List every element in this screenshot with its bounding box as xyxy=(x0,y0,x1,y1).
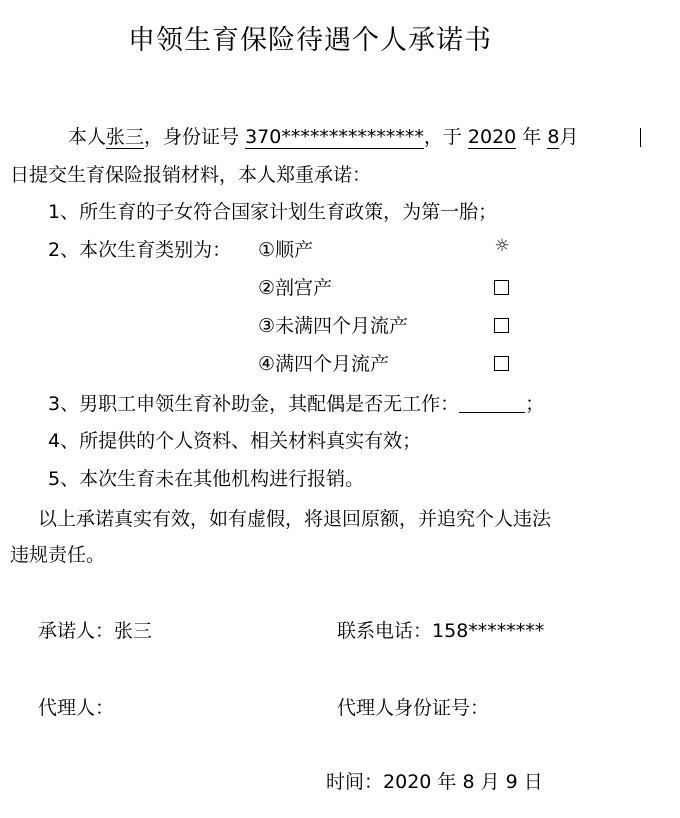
commitment-item-5: 5、本次生育未在其他机构进行报销。 xyxy=(48,468,365,490)
year-prefix: ，于 xyxy=(423,126,468,148)
phone-row xyxy=(337,619,544,643)
promiser-label: 承诺人： xyxy=(38,620,115,642)
promiser-name[interactable]: 张三 xyxy=(114,620,153,642)
commitment-item-4: 4、所提供的个人资料、相关材料真实有效； xyxy=(48,430,422,452)
date-day-unit: 日 xyxy=(517,771,543,793)
intro-line-1 xyxy=(68,125,578,149)
checkbox-miscarriage-under-4m-icon[interactable] xyxy=(494,318,509,333)
month-suffix: 月 xyxy=(559,126,579,148)
item-3-text: 3、男职工申领生育补助金，其配偶是否无工作： xyxy=(48,393,460,415)
applicant-name[interactable]: 张三 xyxy=(106,126,145,148)
commitment-item-1: 1、所生育的子女符合国家计划生育政策，为第一胎； xyxy=(48,201,498,223)
text-cursor xyxy=(640,128,641,147)
date-year-unit: 年 xyxy=(431,771,463,793)
phone-label: 联系电话： xyxy=(337,620,433,642)
item-3-suffix: ； xyxy=(525,393,545,415)
agent-id-label: 代理人身份证号： xyxy=(337,697,490,719)
commitment-item-2-label: 2、本次生育类别为： xyxy=(48,239,232,261)
closing-line-1: 以上承诺真实有效，如有虚假，将退回原额，并追究个人违法 xyxy=(38,508,552,530)
document-title: 申领生育保险待遇个人承诺书 xyxy=(128,25,492,56)
date-label: 时间： xyxy=(326,771,384,793)
id-label: ，身份证号 xyxy=(144,126,246,148)
date-month-unit: 月 xyxy=(474,771,506,793)
option-cesarean: ②剖宫产 xyxy=(258,277,333,299)
agent-label: 代理人： xyxy=(38,697,115,719)
date-year[interactable]: 2020 xyxy=(383,771,432,793)
phone-number[interactable]: 158******** xyxy=(432,620,545,642)
checkbox-miscarriage-4m-plus-icon[interactable] xyxy=(494,356,509,371)
closing-line-2: 违规责任。 xyxy=(10,544,106,566)
date-row xyxy=(326,770,543,794)
submit-year[interactable]: 2020 xyxy=(467,126,517,148)
promiser-row xyxy=(38,619,152,643)
id-number[interactable]: 370*************** xyxy=(245,126,424,148)
intro-prefix: 本人 xyxy=(68,126,107,148)
intro-line-2: 日提交生育保险报销材料，本人郑重承诺： xyxy=(10,164,372,186)
option-natural-birth: ①顺产 xyxy=(258,239,314,261)
date-day[interactable]: 9 xyxy=(505,771,518,793)
submit-month[interactable]: 8 xyxy=(547,126,560,148)
year-suffix: 年 xyxy=(516,126,548,148)
checkbox-cesarean-icon[interactable] xyxy=(494,280,509,295)
option-miscarriage-under-4m: ③未满四个月流产 xyxy=(258,315,409,337)
sun-checked-icon[interactable]: ☼ xyxy=(494,236,510,256)
date-month[interactable]: 8 xyxy=(462,771,475,793)
spouse-employment-blank[interactable] xyxy=(459,392,525,413)
option-miscarriage-4m-plus: ④满四个月流产 xyxy=(258,353,390,375)
commitment-item-3 xyxy=(48,392,544,416)
